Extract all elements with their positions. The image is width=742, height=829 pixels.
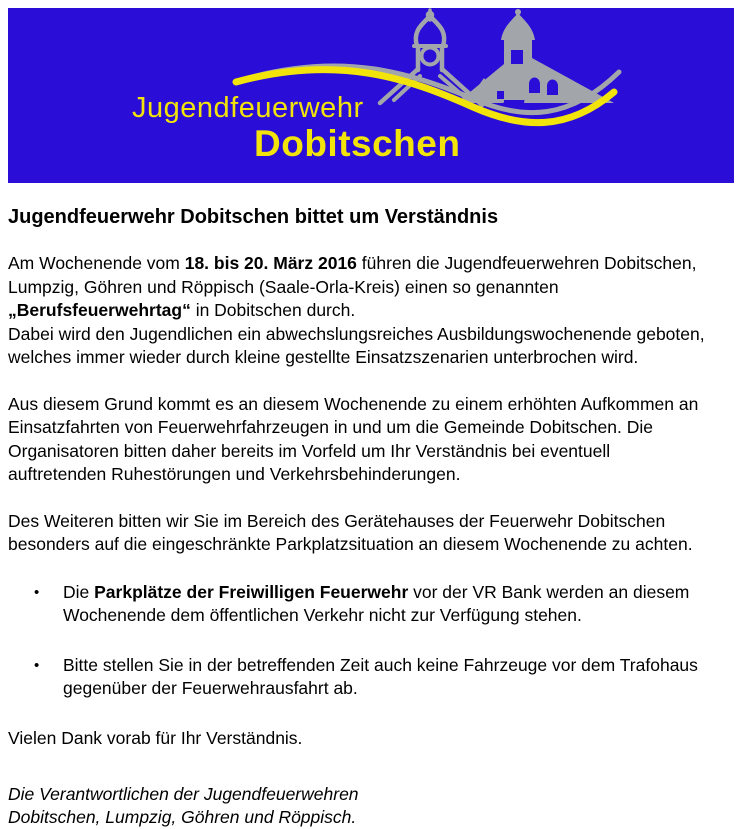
banner (8, 8, 734, 183)
signature-block: Die Verantwortlichen der Jugendfeuerwehren Dobitschen, Lumpzig, Göhren und Röppisch. (8, 784, 359, 827)
bullet-icon: • (34, 583, 40, 601)
page-title: Jugendfeuerwehr Dobitschen bittet um Verständnis (8, 206, 499, 228)
logo-text-jugendfeuerwehr: Jugendfeuerwehr (132, 92, 364, 124)
list-item-text: Die Parkplätze der Freiwilligen Feuerwehr vor der VR Bank werden an diesem Wochenende dem öffentlichen Verkehr nicht zur Verfügung stehen. (63, 581, 690, 625)
thanks-line: Vielen Dank vorab für Ihr Verständnis. (8, 727, 303, 748)
paragraph-event-info: Am Wochenende vom 18. bis 20. März 2016 führen die Jugendfeuerwehren Dobitschen, Lumpzig, Göhren und Röppisch (Saale-Orla-Kreis) einen so genannten „Berufsfeuerwehrtag“ in Dobitschen durch. Dabei wird den Jugendlichen ein abwechslungsreiches Ausbildungswochenende geboten, welches immer wieder durch kleine gestellte Einsatzszenarien unterbrochen wird. (8, 253, 705, 367)
list-item (8, 654, 736, 701)
parking-restrictions-list (8, 581, 736, 701)
bullet-icon: • (34, 656, 40, 674)
paragraph-parking-info: Des Weiteren bitten wir Sie im Bereich des Gerätehauses der Feuerwehr Dobitschen besonders auf die eingeschränkte Parkplatzsituation an diesem Wochenende zu achten. (8, 510, 693, 554)
announcement-body (0, 183, 742, 829)
paragraph-traffic-info: Aus diesem Grund kommt es an diesem Wochenende zu einem erhöhten Aufkommen an Einsatzfahrten von Feuerwehrfahrzeugen in und um die Gemeinde Dobitschen. Die Organisatoren bitten daher bereits im Vorfeld um Ihr Verständnis bei eventuell auftretenden Ruhestörungen und Verkehrsbehinderungen. (8, 393, 699, 484)
list-item-text: Bitte stellen Sie in der betreffenden Zeit auch keine Fahrzeuge vor dem Trafohaus gegenüber der Feuerwehrausfahrt ab. (63, 654, 698, 698)
church-silhouette-icon (458, 9, 614, 103)
logo-text-dobitschen: Dobitschen (254, 123, 461, 164)
list-item (8, 581, 736, 628)
